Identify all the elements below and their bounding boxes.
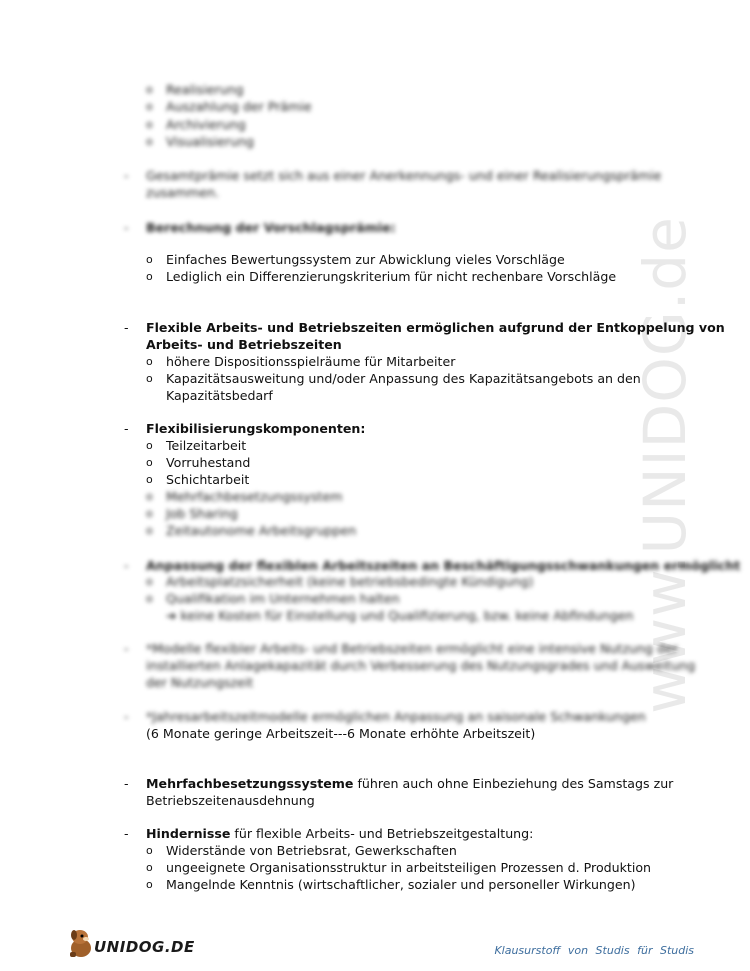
- unidog-logo[interactable]: UNIDOG.DE: [66, 926, 186, 962]
- list-item: Mangelnde Kenntnis (wirtschaftlicher, sozialer und personeller Wirkungen): [166, 877, 636, 892]
- list-item: Vorruhestand: [166, 455, 251, 470]
- section-heading: Flexibilisierungskomponenten:: [146, 421, 366, 436]
- watermark: www.UNIDOG.de: [631, 216, 699, 714]
- list-item-cont: Kapazitätsbedarf: [166, 388, 273, 403]
- footer-tagline: Klausurstoff von Studis für Studis: [494, 944, 694, 957]
- blurred-jahres: *Jahresarbeitszeitmodelle ermöglichen Anpassung an saisonale Schwankungen: [146, 709, 646, 724]
- blurred-item: Archivierung: [166, 117, 246, 132]
- section-heading-cont: Arbeits- und Betriebszeiten: [146, 337, 342, 352]
- list-item: Teilzeitarbeit: [166, 438, 247, 453]
- hindernisse-heading: Hindernisse für flexible Arbeits- und Betriebszeitgestaltung:: [146, 826, 534, 841]
- list-item: Kapazitätsausweitung und/oder Anpassung des Kapazitätsangebots an den: [166, 371, 641, 386]
- bullet: o: [146, 270, 153, 283]
- list-item: Einfaches Bewertungssystem zur Abwicklung vieles Vorschläge: [166, 252, 565, 267]
- list-item: Schichtarbeit: [166, 472, 250, 487]
- blurred-item: Visualisierung: [166, 134, 255, 149]
- list-item: Lediglich ein Differenzierungskriterium für nicht rechenbare Vorschläge: [166, 269, 617, 284]
- bullet: o: [146, 253, 153, 266]
- jahres-cont: (6 Monate geringe Arbeitszeit---6 Monate erhöhte Arbeitszeit): [146, 726, 536, 741]
- list-item: höhere Dispositionsspielräume für Mitarbeiter: [166, 354, 456, 369]
- document-page: www.UNIDOG.de o Realisierung o Auszahlung der Prämie o Archivierung o Visualisierung - Gesamtprämie setzt sich aus einer Anerkennungs- und einer Realisierungsprämie zusammen. - Berechnung der Vorschlagsprämie: o Einfaches Bewertungssystem zur Abwicklung vieles Vorschläge o Lediglich ein Differenzierungskriterium für nicht rechenbare Vorschläge - Flexible Arbeits- und Betriebszeiten ermöglichen aufgrund der Entkoppelung von Arbeits- und Betriebszeiten o höhere Dispositionsspielräume für Mitarbeiter o Kapazitätsausweitung und/oder Anpassung des Kapazitätsangebots an den Kapazitätsbedarf - Flexibilisierungskomponenten: o Teilzeitarbeit o Vorruhestand o Schichtarbeit o Mehrfachbesetzungssystem o Job Sharing o Zeitautonome Arbeitsgruppen - Anpassung der flexiblen Arbeitszeiten an Beschäftigungsschwankungen ermöglicht o Arbeitsplatzsicherheit (keine betriebsbedingte Kündigung) o Qualifikation im Unternehmen halten ➔ keine Kosten für Einstellung und Qualifizierung, bzw. keine Abfindungen - *Modelle flexibler Arbeits- und Betriebszeiten ermöglicht eine intensive Nutzung der installierten Anlagekapazität durch Verbesserung des Nutzungsgrades und Ausweitung der Nutzungszeit - *Jahresarbeitszeitmodelle ermöglichen Anpassung an saisonale Schwankungen (6 Monate geringe Arbeitszeit---6 Monate erhöhte Arbeitszeit) - Mehrfachbesetzungssysteme führen auch ohne Einbeziehung des Samstags zur Betriebszeitenausdehnung - Hindernisse für flexible Arbeits- und Betriebszeitgestaltung: o Widerstände von Betriebsrat, Gewerkschaften o ungeeignete Organisationsstruktur in arbeitsteiligen Prozessen d. Produktion o Mangelnde Kenntnis (wirtschaftlicher, sozialer und personeller Wirkungen) UNIDOG.DE Klausurstoff von Studis für Studis: [0, 0, 750, 971]
- blurred-item: Realisierung: [166, 82, 244, 97]
- section-heading: Flexible Arbeits- und Betriebszeiten ermöglichen aufgrund der Entkoppelung von: [146, 320, 725, 335]
- dog-icon: [66, 926, 96, 960]
- blurred-item: Auszahlung der Prämie: [166, 99, 312, 114]
- list-item: Widerstände von Betriebsrat, Gewerkschaften: [166, 843, 457, 858]
- mehrfach-cont: Betriebszeitenausdehnung: [146, 793, 315, 808]
- mehrfach-line: Mehrfachbesetzungssysteme führen auch ohne Einbeziehung des Samstags zur: [146, 776, 674, 791]
- list-item: ungeeignete Organisationsstruktur in arbeitsteiligen Prozessen d. Produktion: [166, 860, 652, 875]
